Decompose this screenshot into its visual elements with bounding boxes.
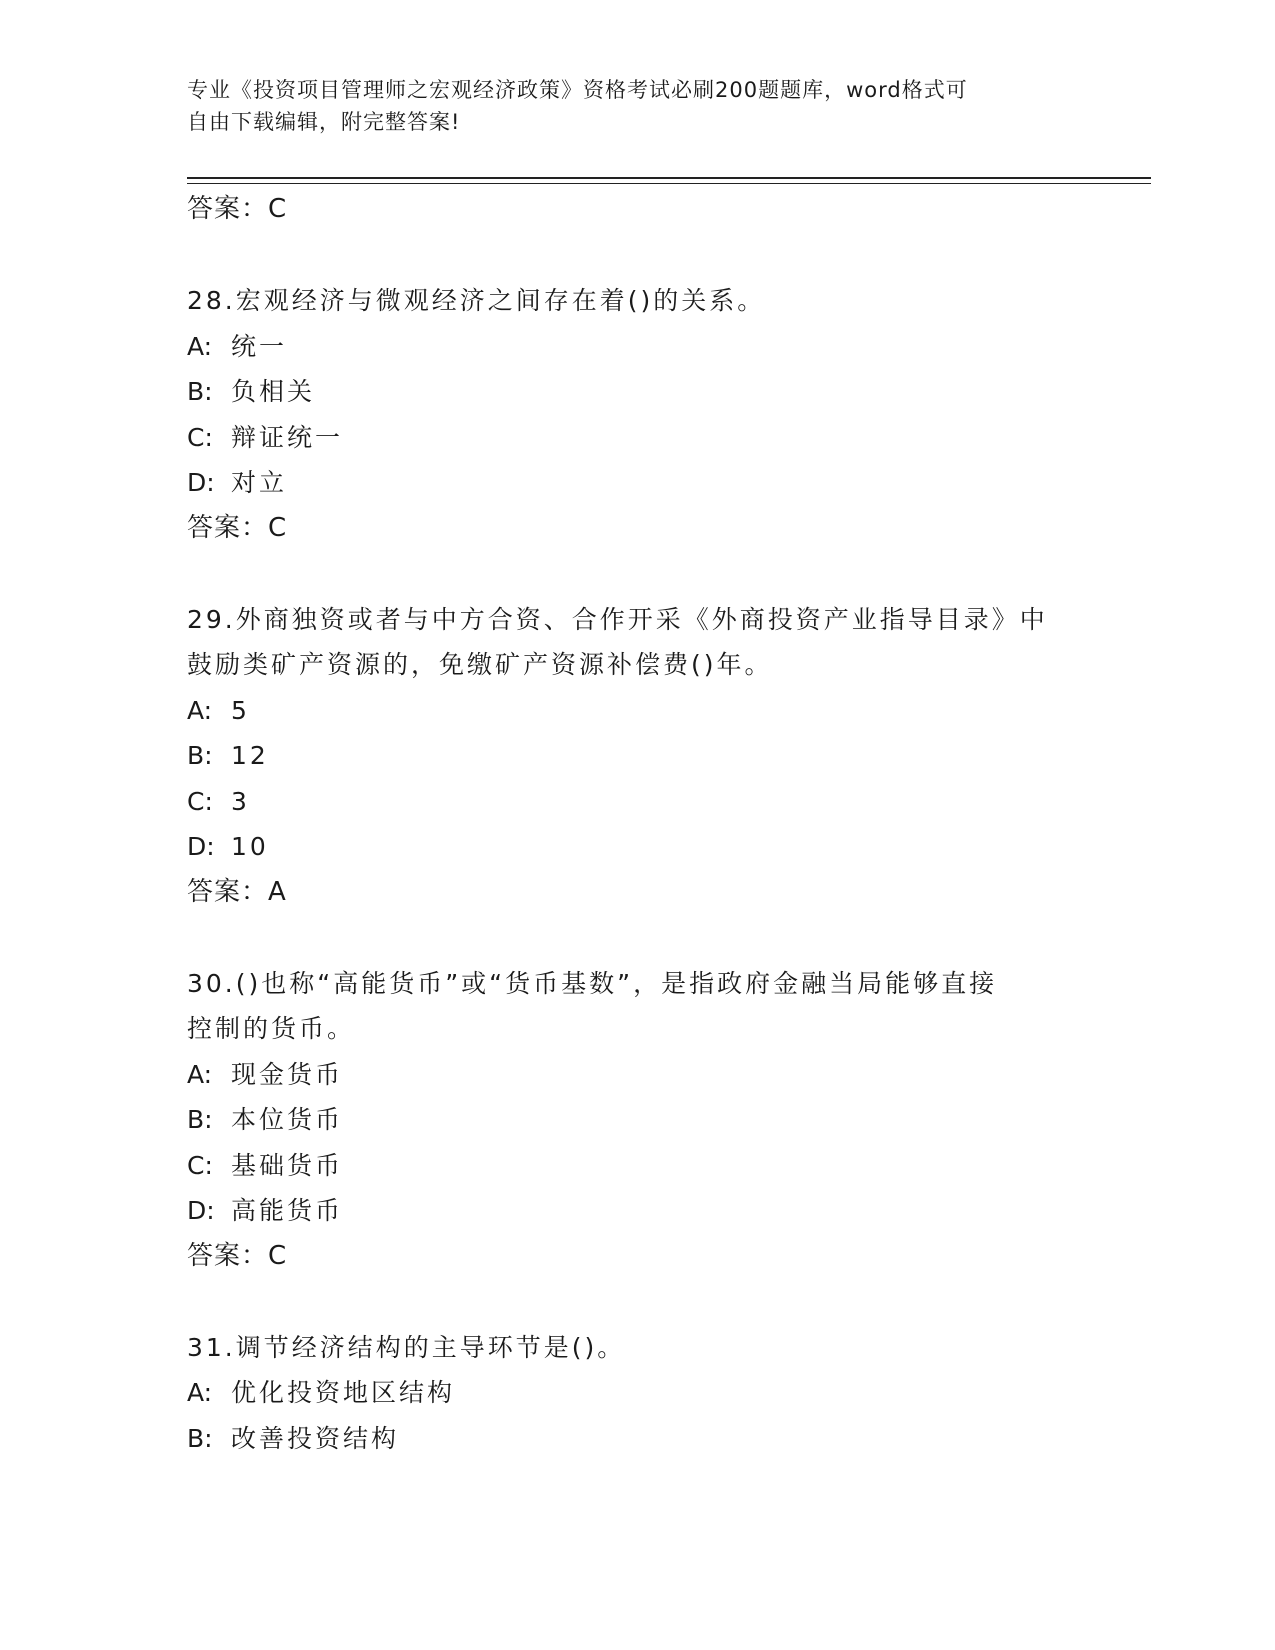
option-letter: B: <box>187 1423 213 1453</box>
answer-line: 答案：C <box>187 512 288 543</box>
option-b <box>187 369 1087 415</box>
question-stem: 28.宏观经济与微观经济之间存在着()的关系。 <box>187 286 766 315</box>
option-letter: C: <box>187 422 213 452</box>
option-letter: A: <box>187 695 213 725</box>
option-d <box>187 1188 1087 1234</box>
question-block <box>187 597 1087 916</box>
document-header <box>187 74 1087 138</box>
option-text: 统一 <box>231 331 288 361</box>
option-text: 12 <box>231 741 269 770</box>
option-text: 改善投资结构 <box>231 1423 400 1453</box>
question-stem: 30.()也称“高能货币”或“货币基数”，是指政府金融当局能够直接 <box>187 968 998 998</box>
question-list <box>187 187 1087 1461</box>
option-d <box>187 460 1087 506</box>
question-block <box>187 278 1087 551</box>
answer-line: 答案：A <box>187 876 287 907</box>
option-text: 5 <box>231 695 250 725</box>
option-b <box>187 733 1087 779</box>
answer-line: 答案：C <box>187 1240 288 1271</box>
option-letter: B: <box>187 377 213 406</box>
option-c <box>187 1143 1087 1189</box>
option-b <box>187 1097 1087 1143</box>
header-rule-thin <box>187 183 1151 184</box>
option-letter: A: <box>187 1378 213 1407</box>
question-stem: 29.外商独资或者与中方合资、合作开采《外商投资产业指导目录》中 <box>187 604 1048 634</box>
question-stem: 控制的货币。 <box>187 1014 356 1043</box>
option-a <box>187 1052 1087 1098</box>
option-text: 3 <box>231 786 250 816</box>
spacer <box>187 915 1087 961</box>
option-a <box>187 1370 1087 1416</box>
option-c <box>187 415 1087 461</box>
option-text: 本位货币 <box>231 1105 344 1134</box>
option-d <box>187 824 1087 870</box>
option-a <box>187 688 1087 734</box>
spacer <box>187 551 1087 597</box>
option-text: 现金货币 <box>231 1059 344 1089</box>
option-letter: C: <box>187 786 213 816</box>
option-text: 辩证统一 <box>231 422 344 452</box>
spacer <box>187 1279 1087 1325</box>
question-stem: 31.调节经济结构的主导环节是()。 <box>187 1332 626 1362</box>
option-letter: C: <box>187 1150 213 1180</box>
question-block <box>187 961 1087 1280</box>
question-stem: 鼓励类矿产资源的，免缴矿产资源补偿费()年。 <box>187 650 773 679</box>
header-line-2: 自由下载编辑，附完整答案! <box>187 110 461 134</box>
option-b <box>187 1416 1087 1462</box>
option-a <box>187 324 1087 370</box>
header-line-1: 专业《投资项目管理师之宏观经济政策》资格考试必刷200题题库，word格式可 <box>187 78 968 102</box>
option-letter: B: <box>187 1105 213 1134</box>
option-letter: A: <box>187 331 213 361</box>
header-rule-thick <box>187 177 1151 179</box>
option-text: 基础货币 <box>231 1150 344 1180</box>
option-text: 10 <box>231 832 269 861</box>
spacer <box>187 233 1087 279</box>
option-letter: D: <box>187 832 215 861</box>
option-c <box>187 779 1087 825</box>
option-text: 对立 <box>231 468 288 497</box>
option-letter: D: <box>187 468 215 497</box>
answer-line: 答案：C <box>187 194 288 224</box>
option-letter: A: <box>187 1059 213 1089</box>
option-text: 优化投资地区结构 <box>231 1378 456 1407</box>
option-text: 负相关 <box>231 377 316 406</box>
option-letter: B: <box>187 741 213 770</box>
option-text: 高能货币 <box>231 1196 344 1225</box>
option-letter: D: <box>187 1196 215 1225</box>
question-block <box>187 1325 1087 1462</box>
